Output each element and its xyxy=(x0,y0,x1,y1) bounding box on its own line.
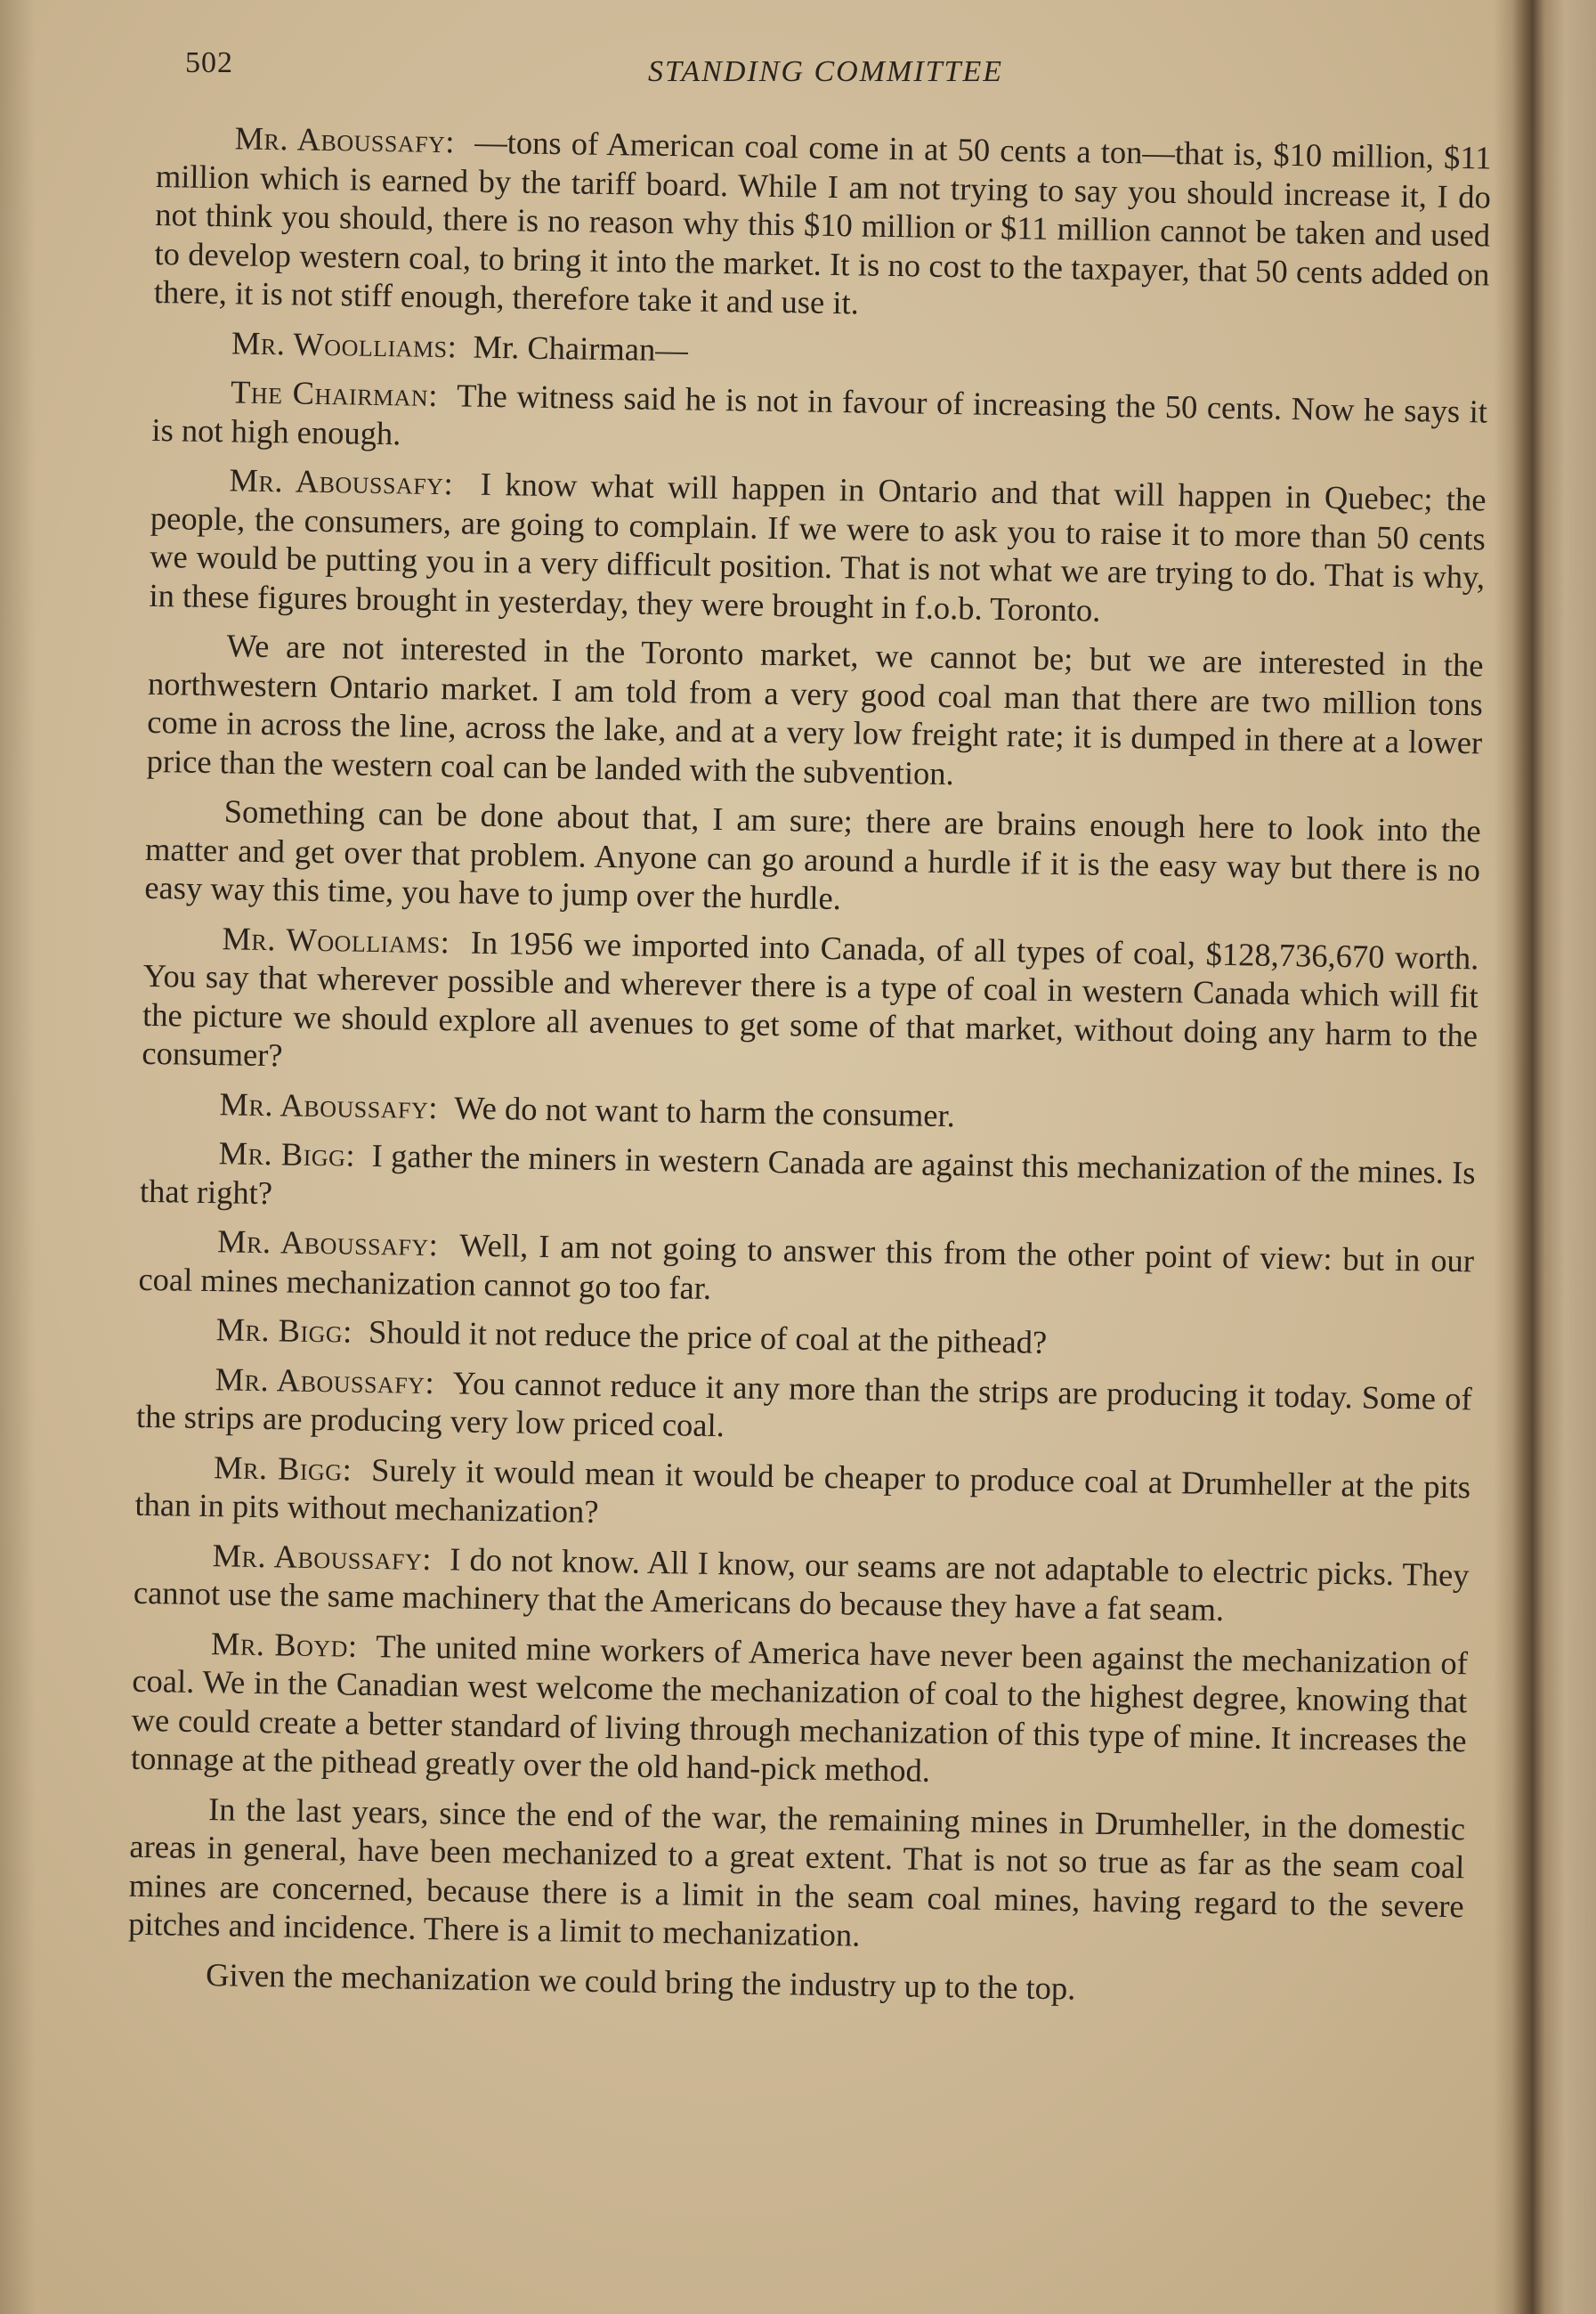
running-head: STANDING COMMITTEE xyxy=(648,55,1003,88)
paragraph xyxy=(140,1133,1476,1231)
speaker-label: Mr. Aboussafy: xyxy=(219,1084,439,1125)
paragraph xyxy=(134,1534,1470,1633)
paragraph-text: Well, I am not going to answer this from the other point of view: but in our coal mines mechanization cannot go too far. xyxy=(138,1226,1475,1306)
paragraph-text: You cannot reduce it any more than the strips are producing it today. Some of the strips are producing very low priced coal. xyxy=(135,1363,1472,1444)
paragraph xyxy=(138,1221,1474,1319)
paragraph xyxy=(131,1622,1469,1798)
speaker-label: The Chairman: xyxy=(230,373,439,413)
paragraph xyxy=(137,1309,1472,1368)
speaker-label: Mr. Aboussafy: xyxy=(229,461,454,502)
paragraph xyxy=(136,1358,1472,1457)
paragraph-text: Mr. Chairman— xyxy=(473,328,689,368)
transcript-body xyxy=(127,118,1492,2024)
paragraph xyxy=(146,625,1484,801)
paragraph-text: Given the mechanization we could bring the industry up to the top. xyxy=(205,1955,1076,2006)
paragraph-text: —tons of American coal come in at 50 cents a ton—that is, $10 million, $11 million which is earned by the tariff board. While I am not trying to say you should increase it, I do not think you should, there is no reason why this $10 million or $11 million cannot be taken and used to develop western coal, to bring it into the market. It is no cost to the taxpayer, that 50 cents added on there, it is not stiff enough, therefore take it and use it. xyxy=(153,123,1492,321)
page-header xyxy=(185,46,1503,100)
paragraph xyxy=(141,1083,1476,1142)
speaker-label: Mr. Aboussafy: xyxy=(234,119,456,160)
paragraph-text: I know what will happen in Ontario and that will happen in Quebec; the people, the consumers, are going to complain. If we were to ask you to raise it to more than 50 cents we would be putting you in a very difficult position. That is not what we are trying to do. That is why, in these figures brought in yesterday, they were brought in f.o.b. Toronto. xyxy=(149,465,1487,629)
book-gutter xyxy=(1494,0,1596,2314)
paragraph-text: In 1956 we imported into Canada, of all types of coal, $128,736,670 worth. You say that wherever possible and wherever there is a type of coal in western Canada which will fit the picture we should explore all avenues to get some of that market, without doing any harm to the consumer? xyxy=(142,923,1479,1074)
paragraph xyxy=(149,459,1487,636)
paragraph-text: I gather the miners in western Canada are against this mechanization of the mines. Is that right? xyxy=(139,1136,1476,1211)
speaker-label: Mr. Woolliams: xyxy=(231,323,458,364)
paragraph-text: We are not interested in the Toronto market, we cannot be; but we are interested in the northwestern Ontario market. I am told from a very good coal man that there are two million tons come in across the line, across the lake, and at a very low freight rate; it is dumped in there at a lower price than the western coal can be landed with the subvention. xyxy=(146,627,1484,792)
paragraph xyxy=(151,371,1487,470)
speaker-label: Mr. Aboussafy: xyxy=(216,1222,439,1263)
speaker-label: Mr. Aboussafy: xyxy=(215,1360,435,1401)
paragraph xyxy=(144,791,1481,928)
page-number: 502 xyxy=(185,46,233,79)
speaker-label: Mr. Woolliams: xyxy=(222,919,450,960)
paragraph-text: Surely it would mean it would be cheaper to produce coal at Drumheller at the pits than in pits without mechanization? xyxy=(134,1450,1471,1530)
speaker-label: Mr. Bigg: xyxy=(215,1311,353,1350)
paragraph-text: Something can be done about that, I am sure; there are brains enough here to look into the matter and get over that problem. Anyone can go around a hurdle if it is the easy way but there is no easy way this time, you have to jump over the hurdle. xyxy=(144,792,1481,917)
paragraph xyxy=(154,118,1492,332)
paragraph-text: In the last years, since the end of the war, the remaining mines in Drumheller, in the domestic areas in general, have been mechanized to a great extent. That is not so true as far as the seam coal mines are concerned, because there is a limit in the seam coal mines, having regard to the severe pitches and incidence. There is a limit to mechanization. xyxy=(127,1790,1466,1953)
paragraph-text: The witness said he is not in favour of increasing the 50 cents. Now he says it is not high enough. xyxy=(151,377,1488,451)
speaker-label: Mr. Bigg: xyxy=(213,1448,352,1488)
paragraph xyxy=(153,321,1488,381)
paragraph xyxy=(128,1788,1466,1964)
speaker-label: Mr. Boyd: xyxy=(210,1624,358,1664)
speaker-label: Mr. Bigg: xyxy=(218,1134,356,1173)
paragraph-text: We do not want to harm the consumer. xyxy=(453,1088,956,1133)
speaker-label: Mr. Aboussafy: xyxy=(212,1536,433,1577)
paragraph-text: The united mine workers of America have never been against the mechanization of coal. We in the Canadian west welcome the mechanization of coal to the highest degree, knowing that we could create a better standard of living through mechanization of this type of mine. It increases the tonnage at the pithead greatly over the old hand-pick method. xyxy=(130,1627,1469,1789)
paragraph xyxy=(127,1953,1462,2013)
paragraph-text: Should it not reduce the price of coal at the pithead? xyxy=(368,1312,1048,1360)
paragraph xyxy=(142,917,1479,1093)
paragraph-text: I do not know. All I know, our seams are not adaptable to electric picks. They cannot use the same machinery that the Americans do because they have a fat seam. xyxy=(133,1539,1470,1628)
paragraph xyxy=(134,1446,1470,1545)
page-edge-shadow xyxy=(0,0,36,2314)
